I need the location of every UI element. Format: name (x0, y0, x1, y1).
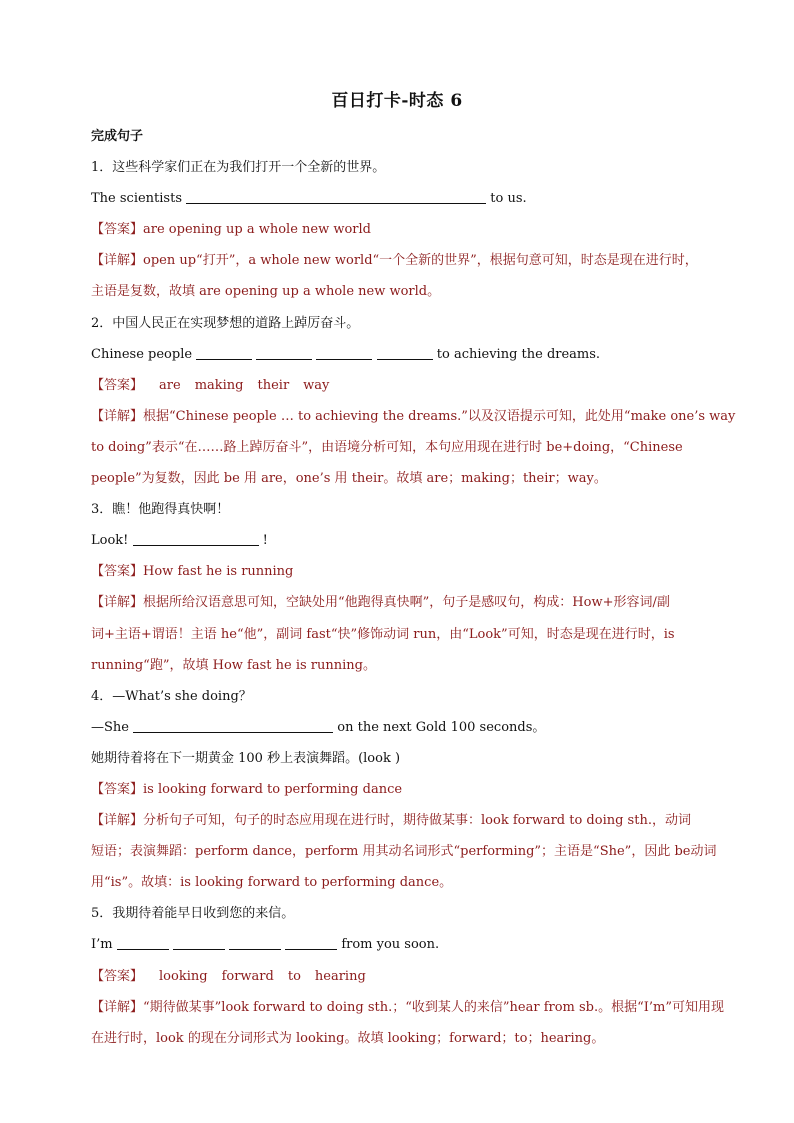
q3-post: ! (262, 533, 268, 549)
q2-answer-4: way (303, 377, 330, 393)
q2-chinese: 2．中国人民正在实现梦想的道路上踔厉奋斗。 (91, 315, 360, 331)
q3-detail-1 (91, 587, 711, 618)
detail-tag: 【详解】 (91, 999, 144, 1015)
q3-blank (133, 531, 259, 546)
q2-answer-1: are (159, 377, 181, 393)
q1-answer (91, 214, 711, 245)
detail-tag: 【详解】 (91, 253, 144, 269)
q2-pre: Chinese people (91, 346, 193, 362)
q1-sentence (91, 183, 711, 214)
q4-detail-3: 用“is”。故填：is looking forward to performing dance。 (91, 875, 453, 891)
q1-detail-text-1: open up“打开”，a whole new world“一个全新的世界”，根据句意可知，时态是现在进行时， (143, 253, 698, 269)
answer-tag: 【答案】 (91, 222, 144, 238)
answer-tag: 【答案】 (91, 781, 144, 797)
answer-tag: 【答案】 (91, 564, 144, 580)
q3-pre: Look! (91, 533, 129, 549)
q5-sentence (91, 929, 711, 960)
q1-post: to us. (490, 191, 527, 207)
q5-detail-1 (91, 992, 725, 1023)
q3-answer-text: How fast he is running (143, 564, 294, 580)
q5-detail-text-1: “期待做某事”look forward to doing sth.；“收到某人的来信”hear from sb.。根据“I’m”可知用现 (143, 999, 725, 1015)
q5-pre: I’m (91, 937, 113, 953)
q5-chinese: 5．我期待着能早日收到您的来信。 (91, 906, 295, 922)
q4-hint: 她期待着将在下一期黄金 100 秒上表演舞蹈。(look ) (91, 750, 401, 766)
q1-detail-2: 主语是复数，故填 are opening up a whole new world。 (91, 284, 441, 300)
q4-sentence (91, 712, 711, 743)
q4-detail-text-1: 分析句子可知，句子的时态应用现在进行时，期待做某事：look forward to doing sth.，动词 (143, 813, 691, 829)
q3-answer (91, 556, 711, 587)
q3-detail-2: 词+主语+谓语！主语 he“他”，副词 fast“快”修饰动词 run，由“Look”可知，时态是现在进行时，is (91, 626, 675, 642)
detail-tag: 【详解】 (91, 595, 144, 611)
page-title: 百日打卡-时态 6 (331, 91, 463, 111)
q5-answer (91, 961, 711, 992)
q5-blank-2 (173, 935, 225, 950)
q4-question: 4．—What’s she doing？ (91, 688, 252, 704)
detail-tag: 【详解】 (91, 813, 144, 829)
q5-blank-3 (229, 935, 281, 950)
q1-chinese: 1．这些科学家们正在为我们打开一个全新的世界。 (91, 160, 386, 176)
answer-tag: 【答案】 (91, 968, 144, 984)
q2-post: to achieving the dreams. (436, 346, 601, 362)
q5-answer-2: forward (221, 968, 274, 984)
answer-tag: 【答案】 (91, 377, 144, 393)
q5-answer-3: to (287, 968, 301, 984)
q2-answer-2: making (194, 377, 244, 393)
q2-sentence (91, 339, 711, 370)
q3-detail-3: running“跑”，故填 How fast he is running。 (91, 657, 376, 673)
q5-blank-4 (285, 935, 337, 950)
q4-answer-text: is looking forward to performing dance (143, 781, 403, 797)
document-body (91, 121, 736, 1054)
q2-blank-1 (196, 345, 252, 360)
q4-post: on the next Gold 100 seconds。 (337, 719, 546, 735)
q2-blank-4 (377, 345, 433, 360)
q5-detail-2: 在进行时，look 的现在分词形式为 looking。故填 looking；forward；to；hearing。 (91, 1030, 605, 1046)
q4-blank (133, 718, 333, 733)
q4-detail-2: 短语；表演舞蹈：perform dance，perform 用其动名词形式“performing”；主语是“She”，因此 be动词 (91, 844, 717, 860)
q3-sentence (91, 525, 711, 556)
q3-chinese: 3．瞧！他跑得真快啊！ (91, 502, 230, 518)
q2-blank-3 (316, 345, 372, 360)
q4-detail-1 (91, 805, 711, 836)
q2-blank-2 (256, 345, 312, 360)
q2-detail-1 (91, 401, 736, 432)
q1-answer-text: are opening up a whole new world (143, 222, 371, 238)
q1-detail-1 (91, 245, 711, 276)
q5-answer-4: hearing (314, 968, 366, 984)
q2-detail-text-1: 根据“Chinese people … to achieving the dreams.”以及汉语提示可知，此处用“make one’s way (143, 408, 736, 424)
detail-tag: 【详解】 (91, 408, 144, 424)
q2-detail-2: to doing”表示“在……路上踔厉奋斗”，由语境分析可知，本句应用现在进行时 be+doing，“Chinese (91, 439, 683, 455)
q4-pre: —She (91, 719, 129, 735)
q1-blank (186, 189, 486, 204)
q4-answer (91, 774, 711, 805)
q2-answer-3: their (257, 377, 290, 393)
q5-post: from you soon. (341, 937, 440, 953)
section-heading: 完成句子 (91, 129, 144, 144)
q2-detail-3: people”为复数，因此 be 用 are，one’s 用 their。故填 are；making；their；way。 (91, 471, 607, 487)
q2-answer (91, 370, 711, 401)
q3-detail-text-1: 根据所给汉语意思可知，空缺处用“他跑得真快啊”，句子是感叹句，构成：How+形容词/副 (143, 595, 670, 611)
q5-answer-1: looking (159, 968, 208, 984)
q5-blank-1 (117, 935, 169, 950)
q1-pre: The scientists (91, 191, 182, 207)
